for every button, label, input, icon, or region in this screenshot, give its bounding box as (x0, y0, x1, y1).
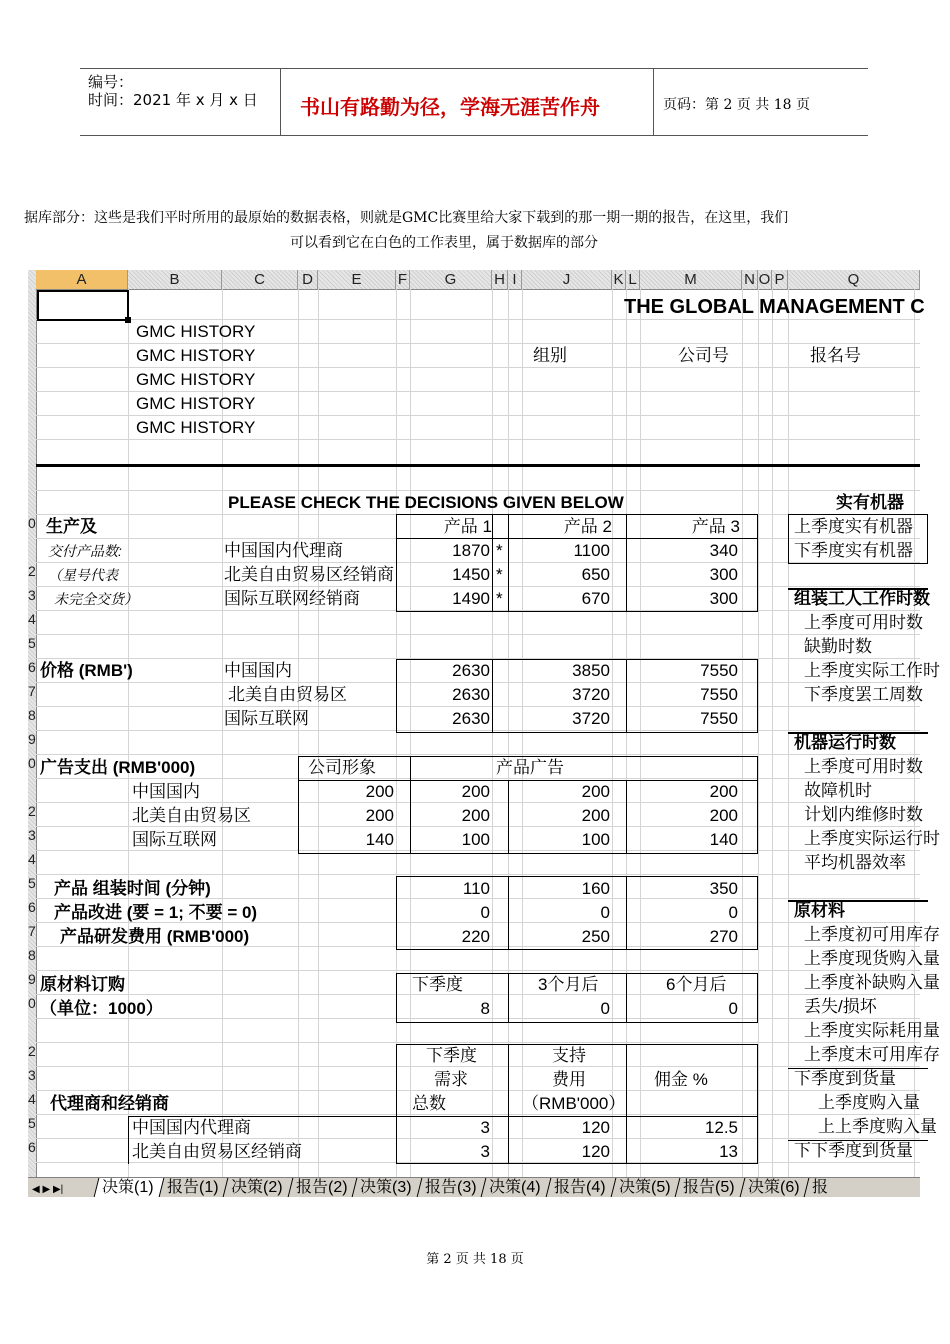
col-header-j[interactable]: J (522, 270, 612, 289)
production-row-name: 国际互联网经销商 (224, 589, 360, 608)
improve-cell: 0 (600, 903, 610, 922)
right-item: 故障机时 (804, 781, 872, 800)
row-number: 7 (28, 683, 36, 699)
col-header-l[interactable]: L (626, 270, 640, 289)
sheet-tab-label: 报告(1) (166, 1179, 219, 1196)
agents-row-name: 中国国内代理商 (132, 1118, 251, 1137)
agents-label: 代理商和经销商 (50, 1094, 169, 1113)
agents-head-demand: 总数 (412, 1094, 446, 1113)
assembly-label: 产品 组装时间 (分钟) (54, 879, 211, 898)
agents-head-support: （RMB'000） (522, 1094, 626, 1113)
shortage-star: * (496, 589, 503, 608)
price-row-name: 国际互联网 (224, 709, 309, 728)
col-header-i[interactable]: I (508, 270, 522, 289)
sheet-tab-label: 报告(3) (424, 1179, 477, 1196)
gridline (36, 754, 920, 755)
group-label: 组别 (533, 346, 567, 365)
table-rule (508, 1044, 509, 1164)
sheet-tab-label: 决策(3) (360, 1179, 412, 1196)
sheet-title: THE GLOBAL MANAGEMENT C (624, 296, 925, 318)
col-header-h[interactable]: H (492, 270, 508, 289)
gmc-history-2: GMC HISTORY (136, 346, 256, 365)
product-3-header: 产品 3 (691, 517, 740, 536)
table-rule (508, 876, 509, 950)
gridline (772, 289, 773, 1177)
materials-head: 下季度 (412, 975, 463, 994)
materials-head: 6个月后 (666, 975, 727, 994)
price-cell: 2630 (452, 661, 490, 680)
sheet-tab[interactable] (804, 1178, 838, 1197)
production-note-2: （星号代表 (48, 567, 118, 583)
sheet-tab[interactable] (94, 1178, 163, 1197)
col-header-a[interactable]: A (36, 270, 128, 289)
price-cell: 2630 (452, 685, 490, 704)
production-cell: 300 (709, 589, 738, 608)
right-item: 上上季度购入量 (818, 1117, 937, 1136)
right-section-header: 原材料 (794, 901, 845, 920)
sheet-tab-label: 报告(2) (295, 1179, 348, 1196)
ad-cell: 100 (581, 830, 610, 849)
rnd-cell: 250 (581, 927, 610, 946)
sheet-tab-label: 决策(1) (102, 1179, 154, 1196)
sheet-tab[interactable] (158, 1178, 227, 1197)
production-cell: 1100 (573, 541, 610, 560)
assembly-cell: 110 (462, 879, 490, 898)
right-item: 上季度实际耗用量 (804, 1021, 940, 1040)
rnd-cell: 270 (709, 927, 738, 946)
col-header-k[interactable]: K (612, 270, 626, 289)
agents-row-name: 北美自由贸易区经销商 (132, 1142, 302, 1161)
table-rule (508, 973, 509, 1023)
price-cell: 7550 (700, 685, 738, 704)
row-number: 9 (28, 971, 36, 987)
right-item: 上季度实有机器 (794, 517, 913, 536)
gmc-history-1: GMC HISTORY (136, 322, 256, 341)
sheet-tab-label: 决策(4) (489, 1179, 541, 1196)
improve-cell: 0 (480, 903, 490, 922)
col-header-o[interactable]: O (758, 271, 771, 288)
gridline (36, 1042, 920, 1043)
production-note-3: 未完全交货） (54, 591, 138, 607)
row-number: 4 (28, 851, 36, 867)
table-rule (626, 514, 627, 612)
company-label: 公司号 (678, 346, 729, 365)
gridline (36, 634, 920, 635)
price-cell: 7550 (700, 709, 738, 728)
table-rule (626, 876, 627, 950)
header-divider (280, 68, 281, 136)
row-number: 6 (28, 659, 36, 675)
col-header-q[interactable]: Q (788, 270, 920, 289)
rnd-label: 产品研发费用 (RMB'000) (60, 927, 250, 946)
col-header-p[interactable]: P (772, 270, 788, 289)
corporate-image-header: 公司形象 (308, 758, 376, 777)
product-1-header: 产品 1 (443, 517, 492, 536)
price-label: 价格 (RMB') (40, 661, 133, 680)
section-separator (36, 464, 920, 467)
table-rule (626, 973, 627, 1023)
active-cell[interactable] (37, 290, 129, 321)
ad-cell: 200 (581, 806, 610, 825)
table-rule (626, 1044, 627, 1164)
right-item: 上季度实际运行时 (804, 829, 940, 848)
production-cell: 300 (709, 565, 738, 584)
ad-cell: 140 (709, 830, 738, 849)
right-section-header: 机器运行时数 (794, 733, 896, 752)
product-2-header: 产品 2 (563, 517, 612, 536)
improve-label: 产品改进 (要 = 1; 不要 = 0) (54, 903, 258, 922)
production-row-name: 北美自由贸易区经销商 (224, 565, 394, 584)
production-cell: 650 (581, 565, 610, 584)
col-header-b[interactable]: B (128, 270, 222, 289)
sheet-tab[interactable] (287, 1178, 356, 1197)
ad-cell: 200 (365, 782, 394, 801)
row-number: 2 (28, 803, 36, 819)
column-header-bar (28, 270, 920, 290)
right-item: 上季度补缺购入量 (804, 973, 940, 992)
right-item: 下下季度到货量 (794, 1141, 913, 1160)
agents-head-demand: 下季度 (426, 1046, 477, 1065)
ad-cell: 100 (461, 830, 490, 849)
sheet-tab-label: 决策(5) (618, 1179, 671, 1196)
production-cell: 670 (581, 589, 610, 608)
sheet-tab-label: 决策(6) (747, 1179, 800, 1196)
agents-head-demand: 需求 (434, 1070, 468, 1089)
sheet-tab[interactable] (610, 1178, 679, 1197)
row-number: 5 (28, 1115, 36, 1131)
rnd-cell: 220 (461, 927, 490, 946)
ad-cell: 200 (581, 782, 610, 801)
shortage-star: * (496, 541, 503, 560)
sheet-tab[interactable] (223, 1178, 292, 1197)
row-number: 9 (28, 731, 36, 747)
sheet-tab-label: 报告(5) (683, 1179, 735, 1196)
sheet-tab[interactable] (546, 1178, 615, 1197)
production-label: 生产及 (46, 517, 97, 536)
row-number: 3 (28, 587, 36, 603)
sheet-tab[interactable] (675, 1178, 744, 1197)
time-label: 时间：2021 年 x 月 x 日 (88, 91, 258, 109)
gridline (758, 289, 759, 1177)
product-ad-header: 产品广告 (496, 758, 564, 777)
row-number: 4 (28, 611, 36, 627)
sheet-tab-label: 报告(4) (553, 1179, 606, 1196)
gridline (318, 289, 319, 1177)
row-number: 8 (28, 707, 36, 723)
ad-row-name: 国际互联网 (132, 830, 217, 849)
sheet-tab[interactable] (739, 1178, 808, 1197)
tab-scroll-arrows[interactable]: ◀ ▶ ▶| (32, 1184, 64, 1195)
right-item: 上季度购入量 (818, 1093, 920, 1112)
signup-label: 报名号 (810, 346, 861, 365)
table-rule (508, 780, 509, 854)
page-footer: 第 2 页 共 18 页 (426, 1252, 524, 1267)
agents-cell: 13 (719, 1142, 738, 1161)
right-item: 丢失/损坏 (804, 997, 877, 1016)
fill-handle[interactable] (125, 317, 131, 323)
right-item: 上季度可用时数 (804, 757, 923, 776)
price-row-name: 北美自由贸易区 (228, 685, 347, 704)
materials-cell: 8 (480, 999, 490, 1018)
right-item: 上季度末可用库存 (804, 1045, 940, 1064)
ad-cell: 200 (709, 782, 738, 801)
spreadsheet (28, 270, 940, 1196)
right-item: 上季度现货购入量 (804, 949, 940, 968)
ad-row-name: 中国国内 (132, 782, 200, 801)
ad-row-name: 北美自由贸易区 (132, 806, 251, 825)
header-top-rule (80, 68, 868, 69)
gridline (298, 289, 299, 1177)
improve-cell: 0 (728, 903, 738, 922)
check-banner: PLEASE CHECK THE DECISIONS GIVEN BELOW (228, 493, 624, 512)
shortage-star: * (496, 565, 503, 584)
right-item: 计划内维修时数 (804, 805, 923, 824)
price-cell: 2630 (452, 709, 490, 728)
production-cell: 1870 (452, 541, 490, 560)
motto: 书山有路勤为径，学海无涯苦作舟 (300, 95, 600, 119)
agents-cell: 3 (480, 1142, 490, 1161)
right-item: 平均机器效率 (804, 853, 906, 872)
agents-head-support: 支持 (552, 1046, 586, 1065)
materials-unit: （单位：1000） (40, 999, 163, 1018)
right-item: 上季度可用时数 (804, 613, 923, 632)
production-row-name: 中国国内代理商 (224, 541, 343, 560)
row-number: 0 (28, 515, 36, 531)
col-header-e[interactable]: E (318, 270, 396, 289)
row-number: 8 (28, 947, 36, 963)
machines-header: 实有机器 (836, 493, 904, 512)
assembly-cell: 160 (581, 879, 610, 898)
header-bottom-rule (80, 135, 868, 136)
price-cell: 3850 (572, 661, 610, 680)
gridline (36, 970, 920, 971)
gmc-history-5: GMC HISTORY (136, 418, 256, 437)
right-item: 上季度初可用库存 (804, 925, 940, 944)
agents-cell: 3 (480, 1118, 490, 1137)
right-section-header: 组装工人工作时数 (794, 589, 930, 608)
production-cell: 1490 (452, 589, 490, 608)
ad-cell: 200 (365, 806, 394, 825)
right-item: 缺勤时数 (804, 637, 872, 656)
agents-head-commission: 佣金 % (654, 1070, 708, 1089)
sheet-tab[interactable] (352, 1178, 421, 1197)
col-header-d[interactable]: D (298, 270, 318, 289)
agents-cell: 12.5 (704, 1118, 738, 1137)
col-header-g[interactable]: G (410, 270, 492, 289)
price-cell: 3720 (572, 709, 610, 728)
table-rule (492, 659, 493, 733)
right-item: 下季度实有机器 (794, 541, 913, 560)
gridline (128, 289, 129, 1177)
row-number: 4 (28, 1091, 36, 1107)
production-note-1: 交付产品数: (48, 543, 122, 559)
row-number: 0 (28, 755, 36, 771)
gmc-history-3: GMC HISTORY (136, 370, 256, 389)
price-cell: 7550 (700, 661, 738, 680)
row-number: 0 (28, 995, 36, 1011)
agents-cell: 120 (581, 1142, 610, 1161)
materials-cell: 0 (728, 999, 738, 1018)
right-item: 下季度罢工周数 (804, 685, 923, 704)
intro-line-1: 据库部分：这些是我们平时所用的最原始的数据表格，则就是GMC比赛里给大家下载到的那一期一期的报告，在这里，我们 (24, 210, 789, 226)
agents-cell: 120 (581, 1118, 610, 1137)
row-number: 6 (28, 1139, 36, 1155)
row-number: 5 (28, 635, 36, 651)
price-row-name: 中国国内 (224, 661, 292, 680)
assembly-cell: 350 (709, 879, 738, 898)
materials-label: 原材料订购 (40, 975, 125, 994)
production-cell: 340 (709, 541, 738, 560)
production-cell: 1450 (452, 565, 490, 584)
gridline (36, 874, 920, 875)
row-number: 2 (28, 1043, 36, 1059)
sheet-tab[interactable] (481, 1178, 550, 1197)
col-header-m[interactable]: M (640, 270, 742, 289)
agents-head-support: 费用 (552, 1070, 586, 1089)
row-number: 6 (28, 899, 36, 915)
ad-cell: 200 (461, 806, 490, 825)
row-number: 3 (28, 827, 36, 843)
right-item: 下季度到货量 (794, 1069, 896, 1088)
sheet-tab-label: 决策(2) (231, 1179, 283, 1196)
price-cell: 3720 (572, 685, 610, 704)
table-rule (626, 659, 627, 733)
right-item: 上季度实际工作时 (804, 661, 940, 680)
row-number: 7 (28, 923, 36, 939)
col-header-n[interactable]: N (742, 270, 758, 289)
col-header-f[interactable]: F (396, 270, 410, 289)
table-rule (128, 1116, 129, 1164)
table-rule (626, 780, 627, 854)
table-rule (492, 514, 493, 612)
table-rule (508, 514, 509, 612)
sheet-tab-label: 报 (812, 1179, 829, 1196)
sheet-tab-bar (28, 1177, 920, 1197)
page-info: 页码：第 2 页 共 18 页 (663, 97, 810, 113)
col-header-c[interactable]: C (222, 270, 298, 289)
ad-cell: 200 (709, 806, 738, 825)
number-label: 编号： (88, 73, 134, 91)
gmc-history-4: GMC HISTORY (136, 394, 256, 413)
row-number: 3 (28, 1067, 36, 1083)
materials-head: 3个月后 (538, 975, 599, 994)
ad-cell: 200 (461, 782, 490, 801)
materials-cell: 0 (600, 999, 610, 1018)
row-number: 2 (28, 563, 36, 579)
header-divider (653, 68, 654, 136)
sheet-tab[interactable] (416, 1178, 485, 1197)
intro-line-2: 可以看到它在白色的工作表里，属于数据库的部分 (290, 235, 598, 251)
ad-cell: 140 (365, 830, 394, 849)
row-number: 5 (28, 875, 36, 891)
advertising-label: 广告支出 (RMB'000) (40, 758, 196, 777)
